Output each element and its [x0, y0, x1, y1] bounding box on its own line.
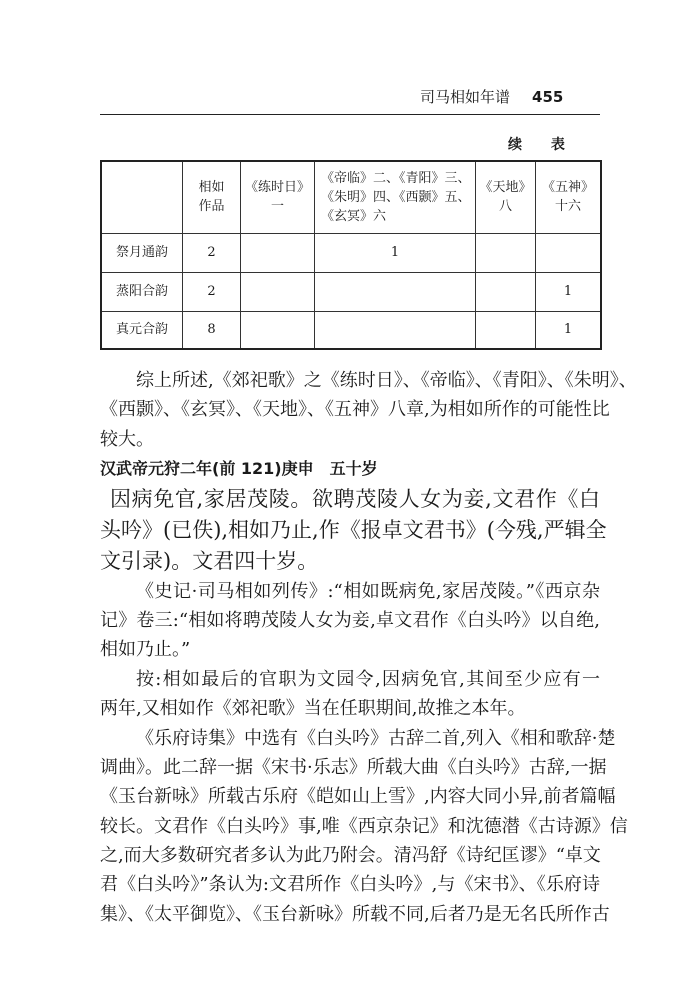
table-row — [101, 311, 601, 349]
header-rule — [100, 114, 600, 115]
summary-line: 头吟》(已佚),相如乃止,作《报卓文君书》(今残,严辑全 — [100, 517, 607, 542]
table-row — [101, 233, 601, 272]
header-cell — [241, 161, 315, 233]
header-text: 《帝临》二、《青阳》三、 — [321, 170, 471, 186]
paragraph-line: 集》、《太平御览》、《玉台新咏》所载不同,后者乃是无名氏所作古 — [100, 903, 610, 925]
paragraph-line: 《西颢》、《玄冥》、《天地》、《五神》八章,为相如所作的可能性比 — [100, 399, 610, 421]
summary-line: 文引录)。文君四十岁。 — [100, 548, 319, 573]
cell — [476, 311, 536, 349]
paragraph-line: 记》卷三:“相如将聘茂陵人女为妾,卓文君作《白头吟》以自绝, — [100, 609, 600, 631]
header-cell — [101, 161, 183, 233]
summary-line: 因病免官,家居茂陵。欲聘茂陵人女为妾,文君作《白 — [110, 486, 600, 511]
paragraph-line: 较长。文君作《白头吟》事,唯《西京杂记》和沈德潜《古诗源》信 — [100, 815, 628, 837]
cell — [315, 272, 476, 311]
table-row — [101, 272, 601, 311]
body-text — [100, 366, 637, 929]
cell — [241, 233, 315, 272]
cell: 1 — [536, 272, 602, 311]
year-heading: 汉武帝元狩二年(前 121)庚申 五十岁 — [100, 459, 378, 479]
cell: 1 — [315, 233, 476, 272]
cell: 8 — [183, 311, 241, 349]
cell — [241, 311, 315, 349]
paragraph-line: 调曲》。此二辞一据《宋书·乐志》所载大曲《白头吟》古辞,一据 — [100, 756, 607, 778]
table-header-row — [101, 161, 601, 233]
cell — [241, 272, 315, 311]
header-cell — [183, 161, 241, 233]
header-cell — [536, 161, 602, 233]
row-label: 蒸阳合韵 — [101, 272, 183, 311]
header-text: 相如作品 — [198, 180, 225, 215]
running-header — [420, 86, 563, 107]
paragraph-line: 《玉台新咏》所载古乐府《皑如山上雪》,内容大同小异,前者篇幅 — [100, 786, 616, 808]
paragraph-line: 较大。 — [100, 428, 154, 450]
header-cell — [315, 161, 476, 233]
paragraph-line: 君《白头吟》”条认为:文君所作《白头吟》,与《宋书》、《乐府诗 — [100, 874, 600, 896]
row-label: 真元合韵 — [101, 311, 183, 349]
running-title: 司马相如年谱 — [420, 88, 511, 106]
cell — [476, 272, 536, 311]
header-text: 《五神》十六 — [541, 180, 594, 215]
header-cell — [476, 161, 536, 233]
cell — [536, 233, 602, 272]
cell: 1 — [536, 311, 602, 349]
paragraph-line: 《乐府诗集》中选有《白头吟》古辞二首,列入《相和歌辞·楚 — [136, 727, 616, 749]
paragraph-line: 之,而大多数研究者多认为此乃附会。清冯舒《诗纪匡谬》“卓文 — [100, 845, 601, 867]
cell — [476, 233, 536, 272]
header-text: 《练时日》一 — [244, 180, 310, 215]
cell: 2 — [183, 272, 241, 311]
paragraph-line: 《史记·司马相如列传》:“相如既病免,家居茂陵。”《西京杂 — [136, 580, 600, 602]
header-text: 《玄冥》六 — [321, 208, 387, 224]
cell — [315, 311, 476, 349]
paragraph-line: 按:相如最后的官职为文园令,因病免官,其间至少应有一 — [136, 668, 600, 690]
paragraph-line: 综上所述,《郊祀歌》之《练时日》、《帝临》、《青阳》、《朱明》、 — [136, 370, 637, 391]
paragraph-line: 两年,又相如作《郊祀歌》当在任职期间,故推之本年。 — [100, 698, 526, 720]
page-number: 455 — [532, 88, 564, 106]
rhyme-table — [100, 160, 602, 350]
paragraph-line: 相如乃止。” — [100, 639, 191, 661]
header-text: 《天地》八 — [479, 180, 532, 215]
header-text: 《朱明》四、《西颢》五、 — [321, 189, 471, 205]
cell: 2 — [183, 233, 241, 272]
row-label: 祭月通韵 — [101, 233, 183, 272]
table-caption: 续 表 — [508, 137, 577, 153]
